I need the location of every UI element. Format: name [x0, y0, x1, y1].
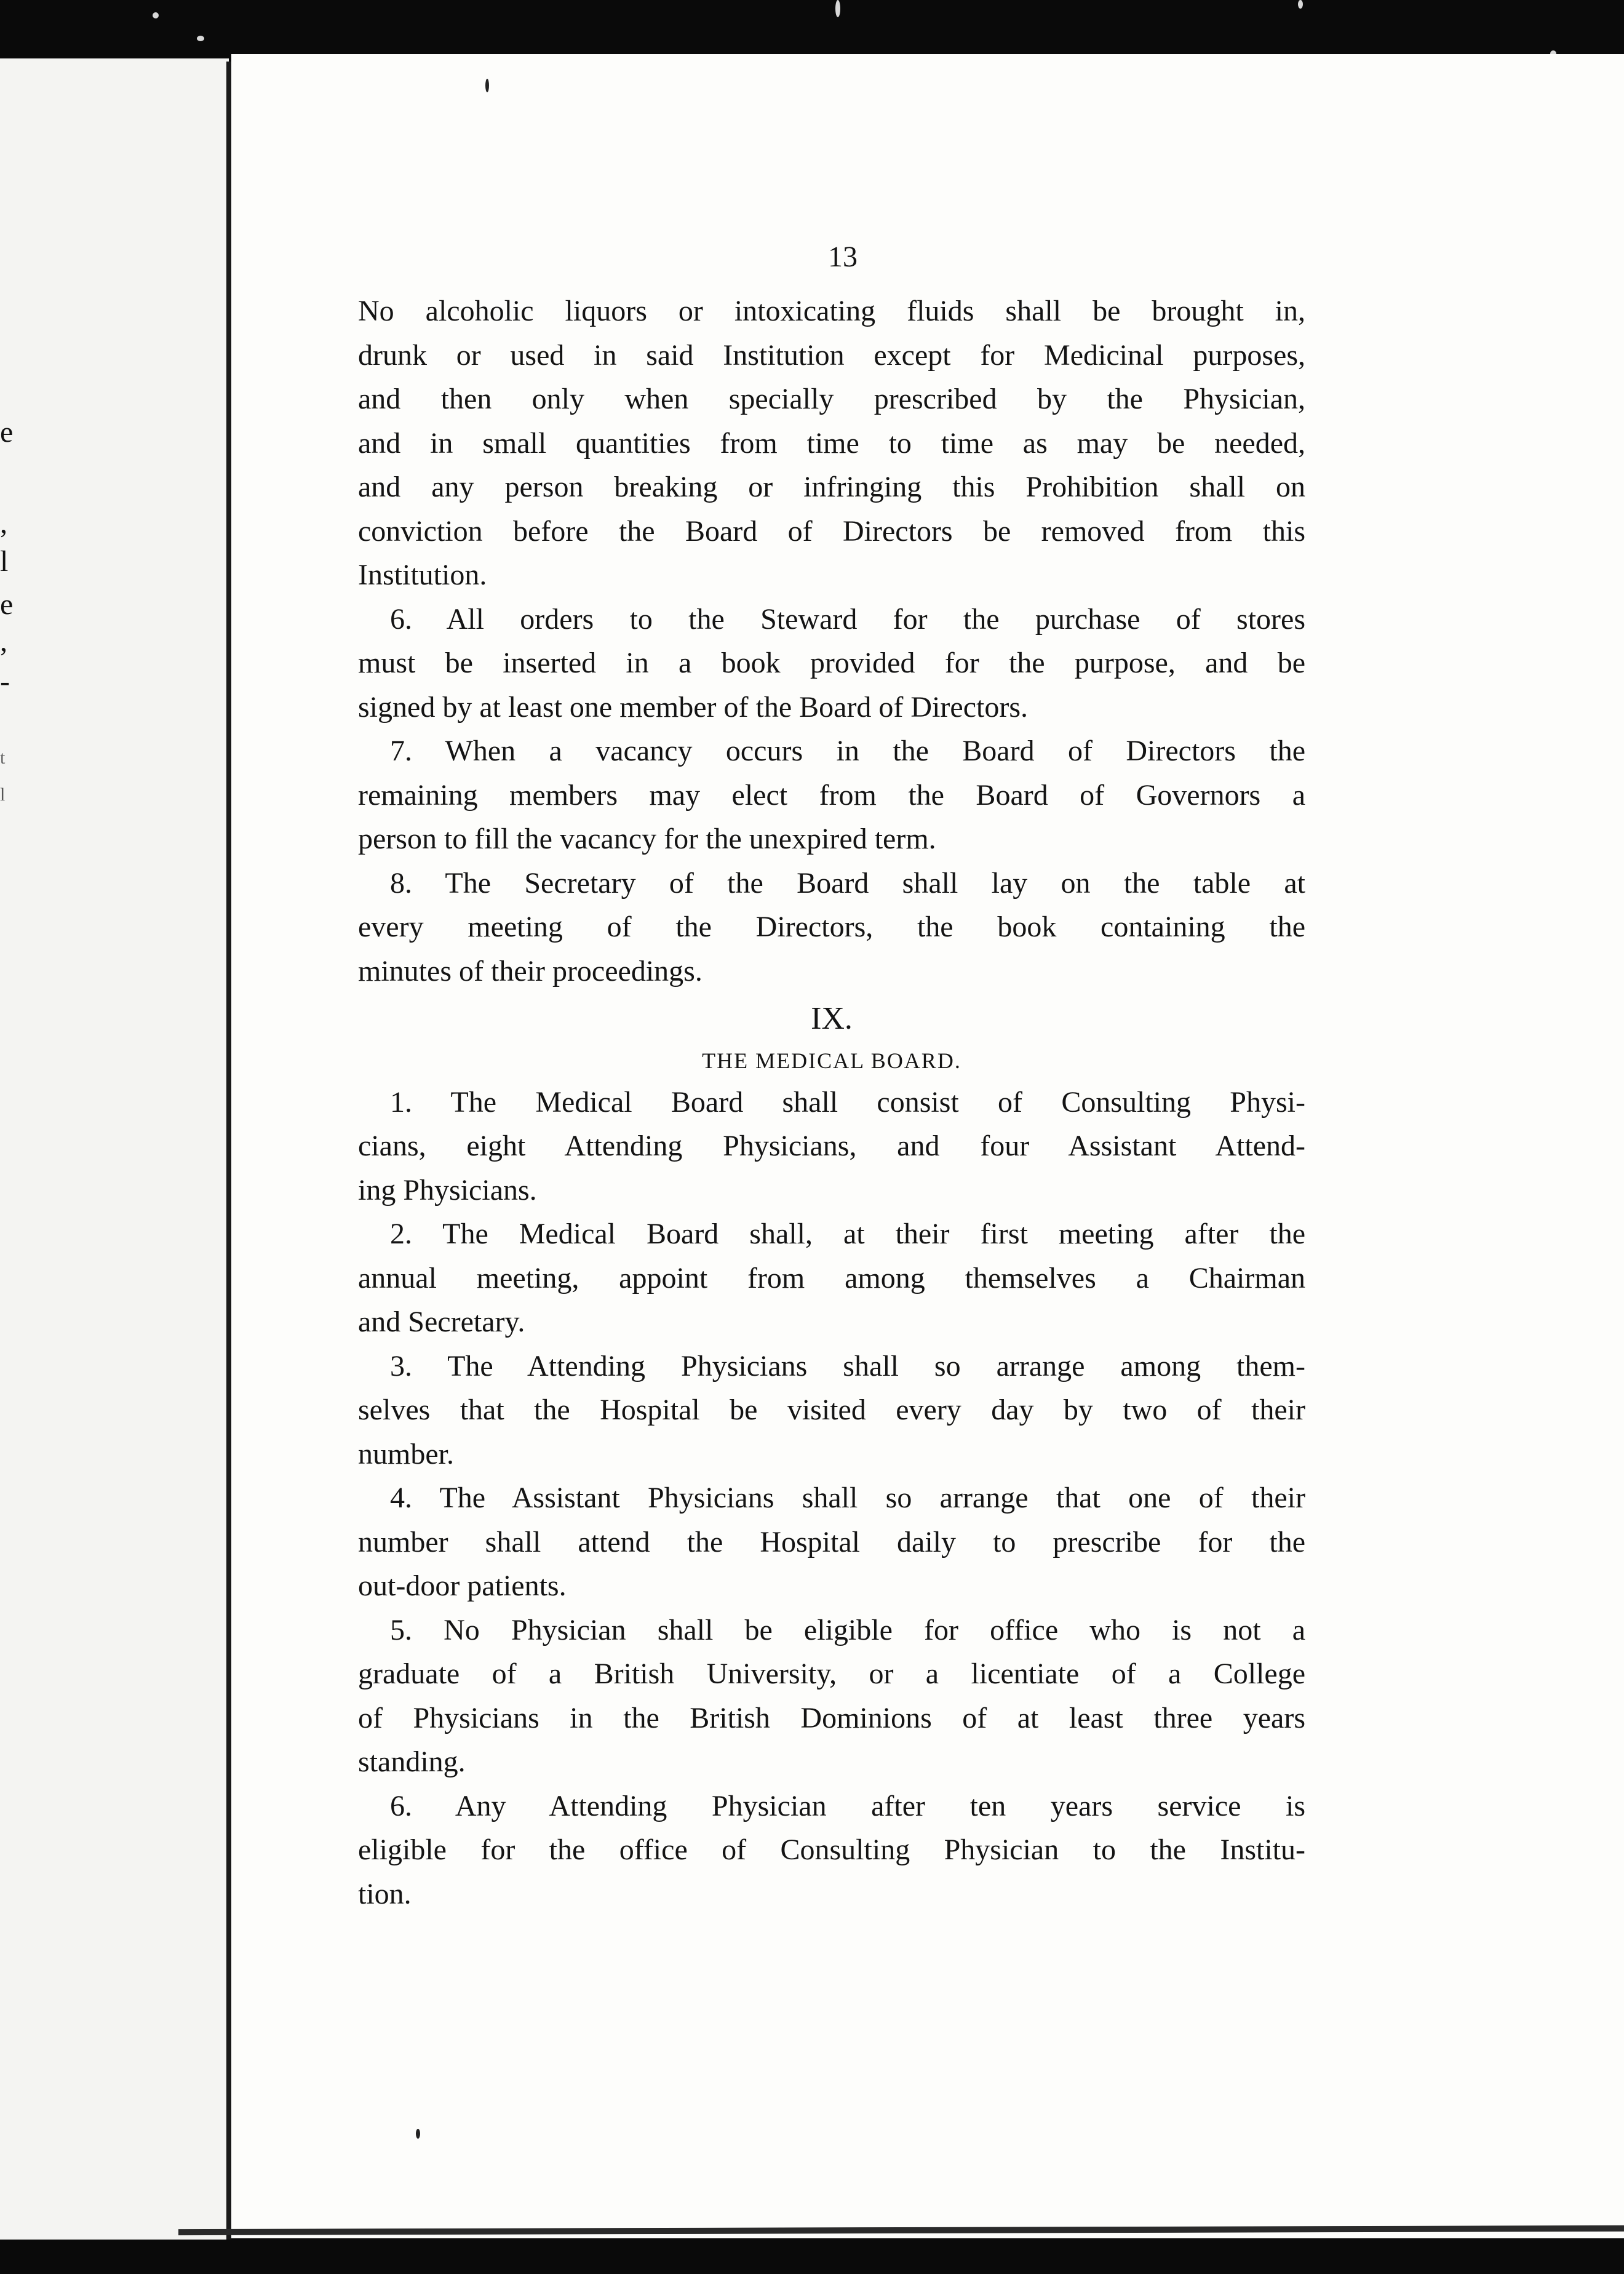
text-line: conviction before the Board of Directors be removed from this — [358, 514, 1305, 548]
page-number: 13 — [828, 241, 858, 273]
text-line: and Secretary. — [358, 1306, 525, 1338]
text-line: tion. — [358, 1877, 412, 1910]
text-line: 6. Any Attending Physician after ten years service is — [390, 1789, 1305, 1822]
text-line: selves that the Hospital be visited every day by two of their — [358, 1394, 1305, 1426]
paragraph-rule-6 — [358, 597, 1305, 730]
page-body — [358, 289, 1305, 1916]
scan-speck — [153, 12, 159, 18]
text-line: ing Physicians. — [358, 1173, 537, 1207]
section-numeral: IX. — [811, 1001, 853, 1036]
text-line: 4. The Assistant Physicians shall so arrange that one of their — [390, 1482, 1305, 1514]
text-line: person to fill the vacancy for the unexpired term. — [358, 823, 936, 855]
paragraph-rule-7 — [358, 729, 1305, 861]
left-page-fragment: t — [0, 748, 6, 768]
text-line: No alcoholic liquors or intoxicating fluids shall be brought in, — [358, 295, 1305, 327]
ink-mark — [485, 79, 489, 92]
section-title: THE MEDICAL BOARD. — [702, 1048, 961, 1073]
text-line: graduate of a British University, or a licentiate of a College — [358, 1658, 1305, 1690]
text-line: of Physicians in the British Dominions of at least three years — [358, 1701, 1305, 1734]
left-page-fragment: l — [0, 545, 9, 578]
text-line: and any person breaking or infringing this Prohibition shall on — [358, 471, 1305, 503]
text-line: signed by at least one member of the Board of Directors. — [358, 690, 1028, 724]
left-page-fragment: , — [0, 507, 7, 540]
scan-speck — [1298, 0, 1303, 9]
paragraph-rule-8 — [358, 861, 1305, 994]
text-line: remaining members may elect from the Board of Governors a — [358, 778, 1305, 812]
text-line: 8. The Secretary of the Board shall lay on the table at — [390, 866, 1305, 900]
text-line: minutes of their proceedings. — [358, 954, 703, 987]
text-line: Institution. — [358, 559, 487, 591]
text-line: standing. — [358, 1745, 466, 1778]
left-page-fragment: - — [0, 665, 10, 698]
left-page-remnant — [0, 58, 229, 2240]
text-line: cians, eight Attending Physicians, and four Assistant Attend- — [358, 1130, 1305, 1162]
text-line: 6. All orders to the Steward for the purchase of stores — [390, 602, 1305, 636]
left-page-fragment: e — [0, 588, 14, 621]
paragraph-mb-5 — [358, 1608, 1305, 1784]
scan-speck — [835, 0, 840, 17]
text-line: 3. The Attending Physicians shall so arrange among them- — [390, 1349, 1305, 1382]
left-page-fragment: , — [0, 625, 7, 658]
text-line: 7. When a vacancy occurs in the Board of Directors the — [390, 735, 1305, 767]
text-line: 1. The Medical Board shall consist of Consulting Physi- — [390, 1085, 1305, 1119]
text-line: and then only when specially prescribed by the Physician, — [358, 383, 1305, 415]
text-line: drunk or used in said Institution except for Medicinal purposes, — [358, 338, 1305, 372]
text-line: annual meeting, appoint from among themselves a Chairman — [358, 1261, 1305, 1295]
text-line: every meeting of the Directors, the book containing the — [358, 911, 1305, 943]
text-line: 2. The Medical Board shall, at their first meeting after the — [390, 1218, 1305, 1250]
paragraph-mb-6 — [358, 1784, 1305, 1917]
ink-mark — [416, 2129, 420, 2139]
text-line: 5. No Physician shall be eligible for office who is not a — [390, 1613, 1305, 1646]
paragraph-mb-4 — [358, 1476, 1305, 1608]
text-line: must be inserted in a book provided for the purpose, and be — [358, 647, 1305, 679]
left-page-fragment: e — [0, 416, 14, 449]
text-line: and in small quantities from time to time as may be needed, — [358, 426, 1305, 460]
paragraph-mb-2 — [358, 1212, 1305, 1344]
paragraph-liquor-rule — [358, 289, 1305, 597]
paragraph-mb-3 — [358, 1344, 1305, 1477]
text-line: number. — [358, 1437, 454, 1470]
page-gutter-line — [226, 62, 231, 2240]
left-page-fragment: l — [0, 784, 6, 805]
paragraph-mb-1 — [358, 1080, 1305, 1213]
text-line: out-door patients. — [358, 1570, 567, 1602]
text-line: eligible for the office of Consulting Physician to the Institu- — [358, 1833, 1305, 1866]
text-line: number shall attend the Hospital daily to prescribe for the — [358, 1525, 1305, 1558]
scan-speck — [197, 36, 204, 41]
